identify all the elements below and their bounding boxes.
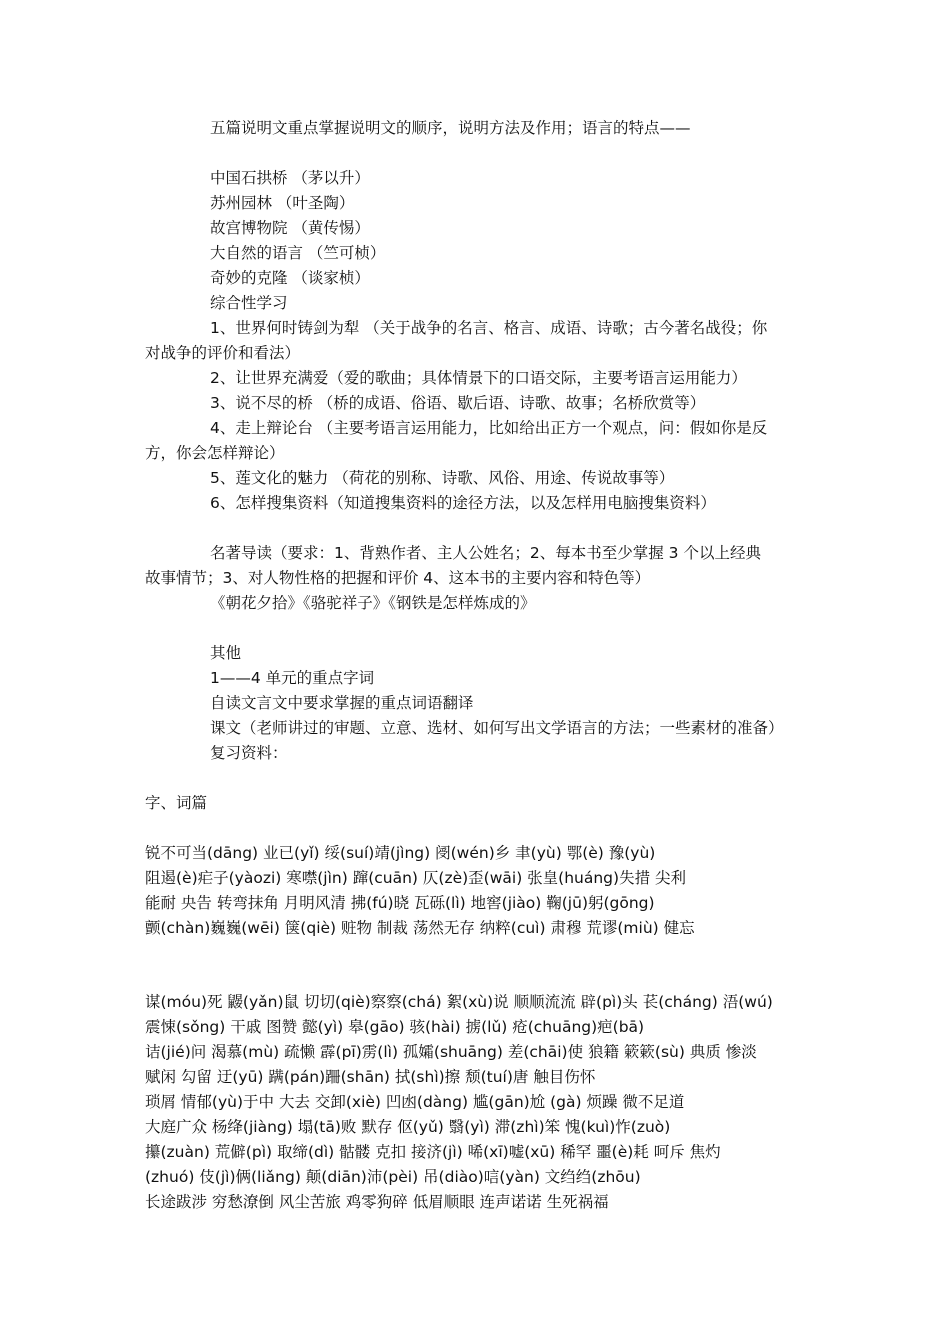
composite-item-1-cont: 对战争的评价和看法） bbox=[145, 344, 301, 362]
vocab-line: (zhuó) 伎(jì)俩(liǎng) 颠(diān)沛(pèi) 吊(diào)唁(yàn) 文绉绉(zhōu) bbox=[145, 1168, 641, 1186]
composite-title: 综合性学习 bbox=[210, 294, 288, 312]
composite-item-3: 3、说不尽的桥 （桥的成语、俗语、歇后语、诗歌、故事；名桥欣赏等） bbox=[210, 394, 706, 412]
others-item-2: 自读文言文中要求掌握的重点词语翻译 bbox=[210, 694, 474, 712]
classics-books: 《朝花夕拾》《骆驼祥子》《钢铁是怎样炼成的》 bbox=[210, 594, 536, 612]
classics-requirements: 名著导读（要求：1、背熟作者、主人公姓名；2、每本书至少掌握 3 个以上经典 bbox=[210, 544, 761, 562]
vocab-line: 阻遏(è)疟子(yàozi) 寒噤(jìn) 蹿(cuān) 仄(zè)歪(wāi) 张皇(huáng)失措 尖利 bbox=[145, 869, 686, 887]
vocab-line: 震悚(sǒng) 干戚 图赞 懿(yì) 皋(gāo) 骇(hài) 掳(lǔ) 疮(chuāng)疤(bā) bbox=[145, 1018, 645, 1036]
others-title: 其他 bbox=[210, 644, 242, 662]
composite-item-6: 6、怎样搜集资料（知道搜集资料的途径方法，以及怎样用电脑搜集资料） bbox=[210, 494, 716, 512]
vocab-heading: 字、词篇 bbox=[145, 794, 208, 812]
vocab-line: 锐不可当(dāng) 业已(yǐ) 绥(suí)靖(jìng) 阌(wén)乡 聿(yù) 鄂(è) 豫(yù) bbox=[145, 844, 656, 862]
vocab-line: 大庭广众 杨绛(jiàng) 塌(tā)败 默存 伛(yǔ) 翳(yì) 滞(zhì)笨 愧(kuì)怍(zuò) bbox=[145, 1118, 671, 1136]
vocab-line: 谋(móu)死 鼹(yǎn)鼠 切切(qiè)察察(chá) 絮(xù)说 顺顺流流 辟(pì)头 苌(cháng) 浯(wú) bbox=[145, 993, 773, 1011]
vocab-line: 长途跋涉 穷愁潦倒 风尘苦旅 鸡零狗碎 低眉顺眼 连声诺诺 生死祸福 bbox=[145, 1193, 609, 1211]
others-item-3: 课文（老师讲过的审题、立意、选材、如何写出文学语言的方法；一些素材的准备） bbox=[210, 719, 784, 737]
text-title-1: 中国石拱桥 （茅以升） bbox=[210, 169, 370, 187]
composite-item-4-cont: 方，你会怎样辩论） bbox=[145, 444, 285, 462]
text-title-4: 大自然的语言 （竺可桢） bbox=[210, 244, 386, 262]
composite-item-1: 1、世界何时铸剑为犁 （关于战争的名言、格言、成语、诗歌；古今著名战役；你 bbox=[210, 319, 768, 337]
text-title-3: 故宫博物院 （黄传惕） bbox=[210, 219, 370, 237]
text-title-2: 苏州园林 （叶圣陶） bbox=[210, 194, 355, 212]
composite-item-2: 2、让世界充满爱（爱的歌曲；具体情景下的口语交际，主要考语言运用能力） bbox=[210, 369, 747, 387]
others-item-4: 复习资料： bbox=[210, 744, 288, 762]
classics-requirements-cont: 故事情节；3、对人物性格的把握和评价 4、这本书的主要内容和特色等） bbox=[145, 569, 651, 587]
vocab-line: 攥(zuàn) 荒僻(pì) 取缔(dì) 骷髅 克扣 接济(jì) 唏(xī)嘘(xū) 稀罕 噩(è)耗 呵斥 焦灼 bbox=[145, 1143, 721, 1161]
vocab-line: 颤(chàn)巍巍(wēi) 箧(qiè) 赃物 制裁 荡然无存 纳粹(cuì) 肃穆 荒谬(miù) 健忘 bbox=[145, 919, 695, 937]
composite-item-4: 4、走上辩论台 （主要考语言运用能力，比如给出正方一个观点，问：假如你是反 bbox=[210, 419, 768, 437]
vocab-line: 诘(jié)问 渴慕(mù) 疏懒 霹(pī)雳(lì) 孤孀(shuāng) 差(chāi)使 狼籍 簌簌(sù) 典质 惨淡 bbox=[145, 1043, 757, 1061]
intro-title: 五篇说明文重点掌握说明文的顺序，说明方法及作用；语言的特点—— bbox=[210, 119, 691, 137]
vocab-line: 琐屑 情郁(yù)于中 大去 交卸(xiè) 凹凼(dàng) 尴(gān)尬 (gà) 烦躁 微不足道 bbox=[145, 1093, 685, 1111]
others-item-1: 1——4 单元的重点字词 bbox=[210, 669, 375, 687]
vocab-line: 赋闲 勾留 迂(yū) 蹒(pán)跚(shān) 拭(shì)擦 颓(tuí)唐 触目伤怀 bbox=[145, 1068, 596, 1086]
text-title-5: 奇妙的克隆 （谈家桢） bbox=[210, 269, 370, 287]
composite-item-5: 5、莲文化的魅力 （荷花的别称、诗歌、风俗、用途、传说故事等） bbox=[210, 469, 675, 487]
vocab-line: 能耐 央告 转弯抹角 月明风清 拂(fú)晓 瓦砾(lì) 地窖(jiào) 鞠(jū)躬(gōng) bbox=[145, 894, 655, 912]
